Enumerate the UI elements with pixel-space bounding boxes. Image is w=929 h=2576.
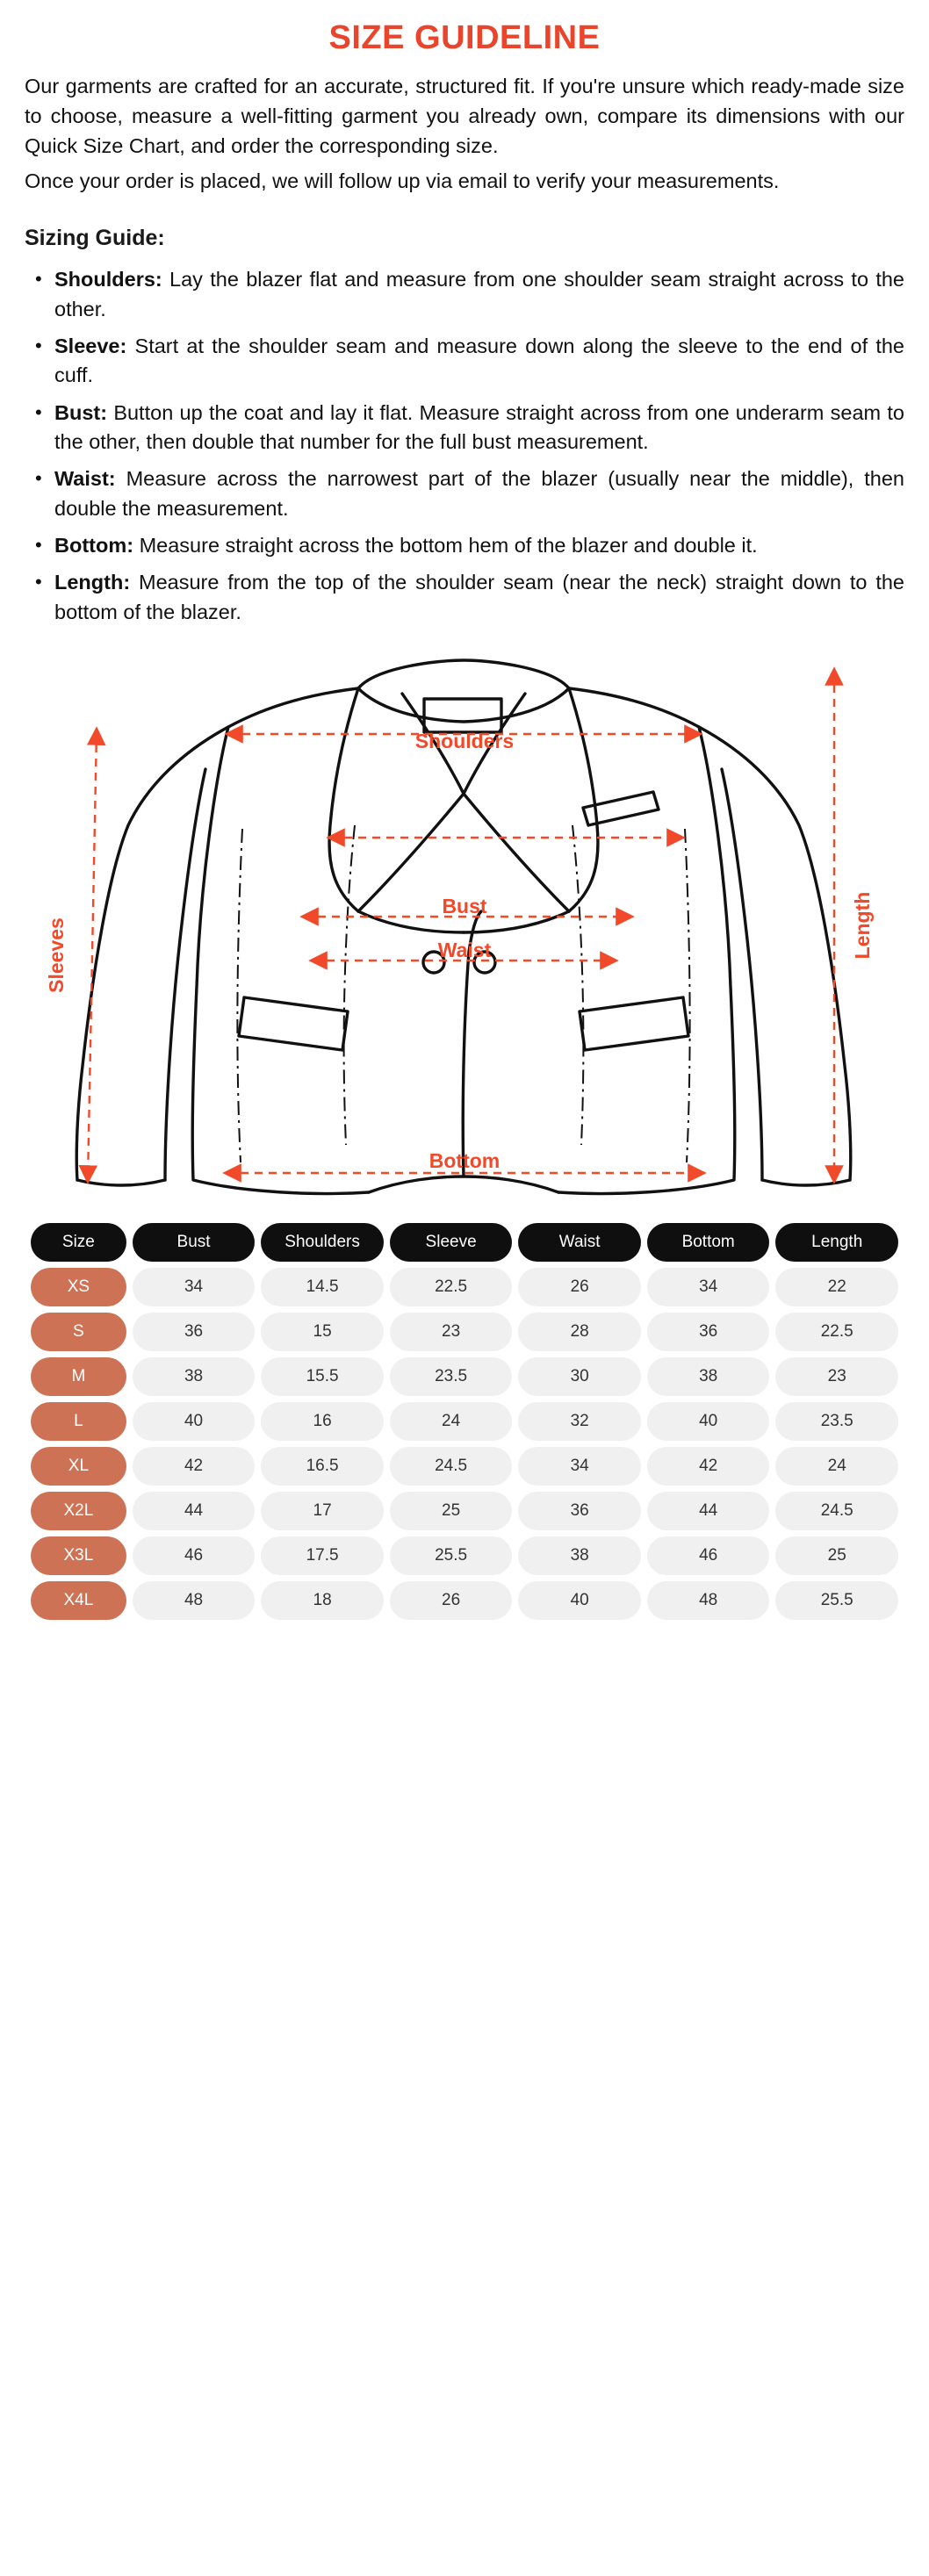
hem-center-path xyxy=(369,1176,558,1192)
list-item-text: Measure from the top of the shoulder seam (near the neck) straight down to the bottom of the blazer. xyxy=(54,571,904,623)
list-item-label: Shoulders: xyxy=(54,268,162,291)
column-header-waist: Waist xyxy=(518,1223,641,1262)
size-cell: M xyxy=(31,1357,126,1396)
list-item-text: Lay the blazer flat and measure from one shoulder seam straight across to the other. xyxy=(54,268,904,320)
size-cell: XL xyxy=(31,1447,126,1486)
sleeve-cell: 23 xyxy=(390,1313,513,1351)
column-header-sleeve: Sleeve xyxy=(390,1223,513,1262)
list-item-label: Bust: xyxy=(54,400,108,424)
length-cell: 25.5 xyxy=(775,1581,898,1620)
left-dart-line xyxy=(344,825,355,1145)
waist-label: Waist xyxy=(437,939,492,962)
right-lapel-inner xyxy=(464,694,569,911)
column-header-bottom: Bottom xyxy=(647,1223,770,1262)
intro-paragraph-2: Once your order is placed, we will follow up via email to verify your measurements. xyxy=(25,169,780,193)
size-guideline-page xyxy=(0,19,929,1626)
length-cell: 23.5 xyxy=(775,1402,898,1441)
table-row xyxy=(31,1581,898,1620)
sleeves-arrow xyxy=(88,730,97,1180)
length-cell: 24.5 xyxy=(775,1492,898,1530)
list-item-label: Length: xyxy=(54,571,131,594)
table-row xyxy=(31,1313,898,1351)
bust-cell: 48 xyxy=(133,1581,256,1620)
column-header-length: Length xyxy=(775,1223,898,1262)
shoulders-cell: 18 xyxy=(261,1581,384,1620)
table-body xyxy=(31,1268,898,1620)
length-cell: 23 xyxy=(775,1357,898,1396)
table-row xyxy=(31,1447,898,1486)
bust-cell: 38 xyxy=(133,1357,256,1396)
right-pocket-flap-path xyxy=(580,997,688,1050)
list-item-label: Bottom: xyxy=(54,534,134,558)
bust-cell: 44 xyxy=(133,1492,256,1530)
shoulders-cell: 16.5 xyxy=(261,1447,384,1486)
waist-cell: 36 xyxy=(518,1492,641,1530)
list-item-label: Sleeve: xyxy=(54,334,127,357)
bust-cell: 46 xyxy=(133,1536,256,1575)
shoulders-cell: 16 xyxy=(261,1402,384,1441)
list-item xyxy=(54,332,904,391)
table-header-row xyxy=(31,1223,898,1262)
sleeve-cell: 25 xyxy=(390,1492,513,1530)
sleeves-label: Sleeves xyxy=(45,917,68,994)
length-cell: 22.5 xyxy=(775,1313,898,1351)
sizing-guide-list xyxy=(25,265,904,627)
length-label: Length xyxy=(851,891,874,960)
list-item xyxy=(54,568,904,627)
sleeve-cell: 26 xyxy=(390,1581,513,1620)
bottom-cell: 38 xyxy=(647,1357,770,1396)
list-item xyxy=(54,464,904,523)
bottom-cell: 42 xyxy=(647,1447,770,1486)
waist-cell: 26 xyxy=(518,1268,641,1306)
label-tag-rect xyxy=(424,699,501,732)
bust-cell: 34 xyxy=(133,1268,256,1306)
bottom-cell: 44 xyxy=(647,1492,770,1530)
table-row xyxy=(31,1268,898,1306)
size-chart-table xyxy=(25,1217,904,1626)
left-shoulder-line xyxy=(228,688,358,727)
list-item-text: Button up the coat and lay it flat. Measure straight across from one underarm seam to the other, then double that number for the full bust measurement. xyxy=(54,400,904,454)
size-cell: S xyxy=(31,1313,126,1351)
shoulders-cell: 17 xyxy=(261,1492,384,1530)
shoulders-cell: 15 xyxy=(261,1313,384,1351)
list-item-text: Start at the shoulder seam and measure down along the sleeve to the end of the cuff. xyxy=(54,334,904,387)
length-cell: 24 xyxy=(775,1447,898,1486)
table-row xyxy=(31,1492,898,1530)
length-cell: 22 xyxy=(775,1268,898,1306)
sizing-guide-heading: Sizing Guide: xyxy=(25,226,165,251)
sleeve-cell: 25.5 xyxy=(390,1536,513,1575)
right-side-seam-dash xyxy=(685,829,690,1162)
column-header-shoulders: Shoulders xyxy=(261,1223,384,1262)
sleeve-cell: 23.5 xyxy=(390,1357,513,1396)
sleeve-cell: 24.5 xyxy=(390,1447,513,1486)
left-lapel-inner xyxy=(358,694,464,911)
right-sleeve-outer-path xyxy=(699,727,851,1180)
bust-cell: 36 xyxy=(133,1313,256,1351)
list-item-label: Waist: xyxy=(54,467,116,491)
size-cell: X2L xyxy=(31,1492,126,1530)
waist-cell: 30 xyxy=(518,1357,641,1396)
right-lapel-outer xyxy=(569,688,598,911)
length-cell: 25 xyxy=(775,1536,898,1575)
table-head xyxy=(31,1223,898,1262)
column-header-bust: Bust xyxy=(133,1223,256,1262)
collar-top-path xyxy=(358,660,569,688)
waist-cell: 40 xyxy=(518,1581,641,1620)
intro-paragraph-1: Our garments are crafted for an accurate, structured fit. If you're unsure which ready-made size to choose, measure a well-fitting garment you already own, compare its dimensions with our Quick Size Chart, and order the corresponding size. xyxy=(25,75,904,158)
list-item xyxy=(54,265,904,324)
shoulders-cell: 14.5 xyxy=(261,1268,384,1306)
blazer-measurement-diagram xyxy=(25,653,904,1198)
list-item xyxy=(54,399,904,457)
bottom-label: Bottom xyxy=(428,1149,501,1173)
size-cell: L xyxy=(31,1402,126,1441)
blazer-diagram-svg xyxy=(25,653,904,1198)
right-dart-line xyxy=(573,825,583,1145)
left-pocket-flap-path xyxy=(239,997,348,1050)
bottom-cell: 36 xyxy=(647,1313,770,1351)
bottom-cell: 34 xyxy=(647,1268,770,1306)
quick-size-chart xyxy=(25,1217,904,1626)
table-row xyxy=(31,1536,898,1575)
left-sleeve-inner-path xyxy=(165,769,205,1180)
shoulders-cell: 15.5 xyxy=(261,1357,384,1396)
waist-cell: 38 xyxy=(518,1536,641,1575)
collar-bottom-path xyxy=(358,688,569,722)
page-title: SIZE GUIDELINE xyxy=(328,19,601,56)
sleeve-cell: 22.5 xyxy=(390,1268,513,1306)
column-header-size: Size xyxy=(31,1223,126,1262)
list-item-text: Measure straight across the bottom hem of the blazer and double it. xyxy=(133,534,758,558)
right-cuff-path xyxy=(762,1180,850,1185)
shoulders-label: Shoulders xyxy=(414,730,515,753)
left-side-seam-dash xyxy=(237,829,242,1162)
left-sleeve-outer-path xyxy=(76,727,228,1180)
size-cell: X4L xyxy=(31,1581,126,1620)
size-cell: XS xyxy=(31,1268,126,1306)
bottom-cell: 48 xyxy=(647,1581,770,1620)
bust-label: Bust xyxy=(442,895,487,918)
waist-cell: 34 xyxy=(518,1447,641,1486)
bottom-cell: 40 xyxy=(647,1402,770,1441)
intro-text xyxy=(25,71,904,196)
waist-cell: 28 xyxy=(518,1313,641,1351)
bottom-cell: 46 xyxy=(647,1536,770,1575)
right-shoulder-line xyxy=(569,688,699,727)
sleeve-cell: 24 xyxy=(390,1402,513,1441)
bust-cell: 40 xyxy=(133,1402,256,1441)
shoulders-cell: 17.5 xyxy=(261,1536,384,1575)
waist-cell: 32 xyxy=(518,1402,641,1441)
left-cuff-path xyxy=(77,1180,165,1185)
list-item-text: Measure across the narrowest part of the blazer (usually near the middle), then double the measurement. xyxy=(54,467,904,520)
bust-cell: 42 xyxy=(133,1447,256,1486)
table-row xyxy=(31,1402,898,1441)
list-item xyxy=(54,531,904,560)
left-lapel-outer xyxy=(329,688,358,911)
table-row xyxy=(31,1357,898,1396)
right-sleeve-inner-path xyxy=(722,769,762,1180)
size-cell: X3L xyxy=(31,1536,126,1575)
